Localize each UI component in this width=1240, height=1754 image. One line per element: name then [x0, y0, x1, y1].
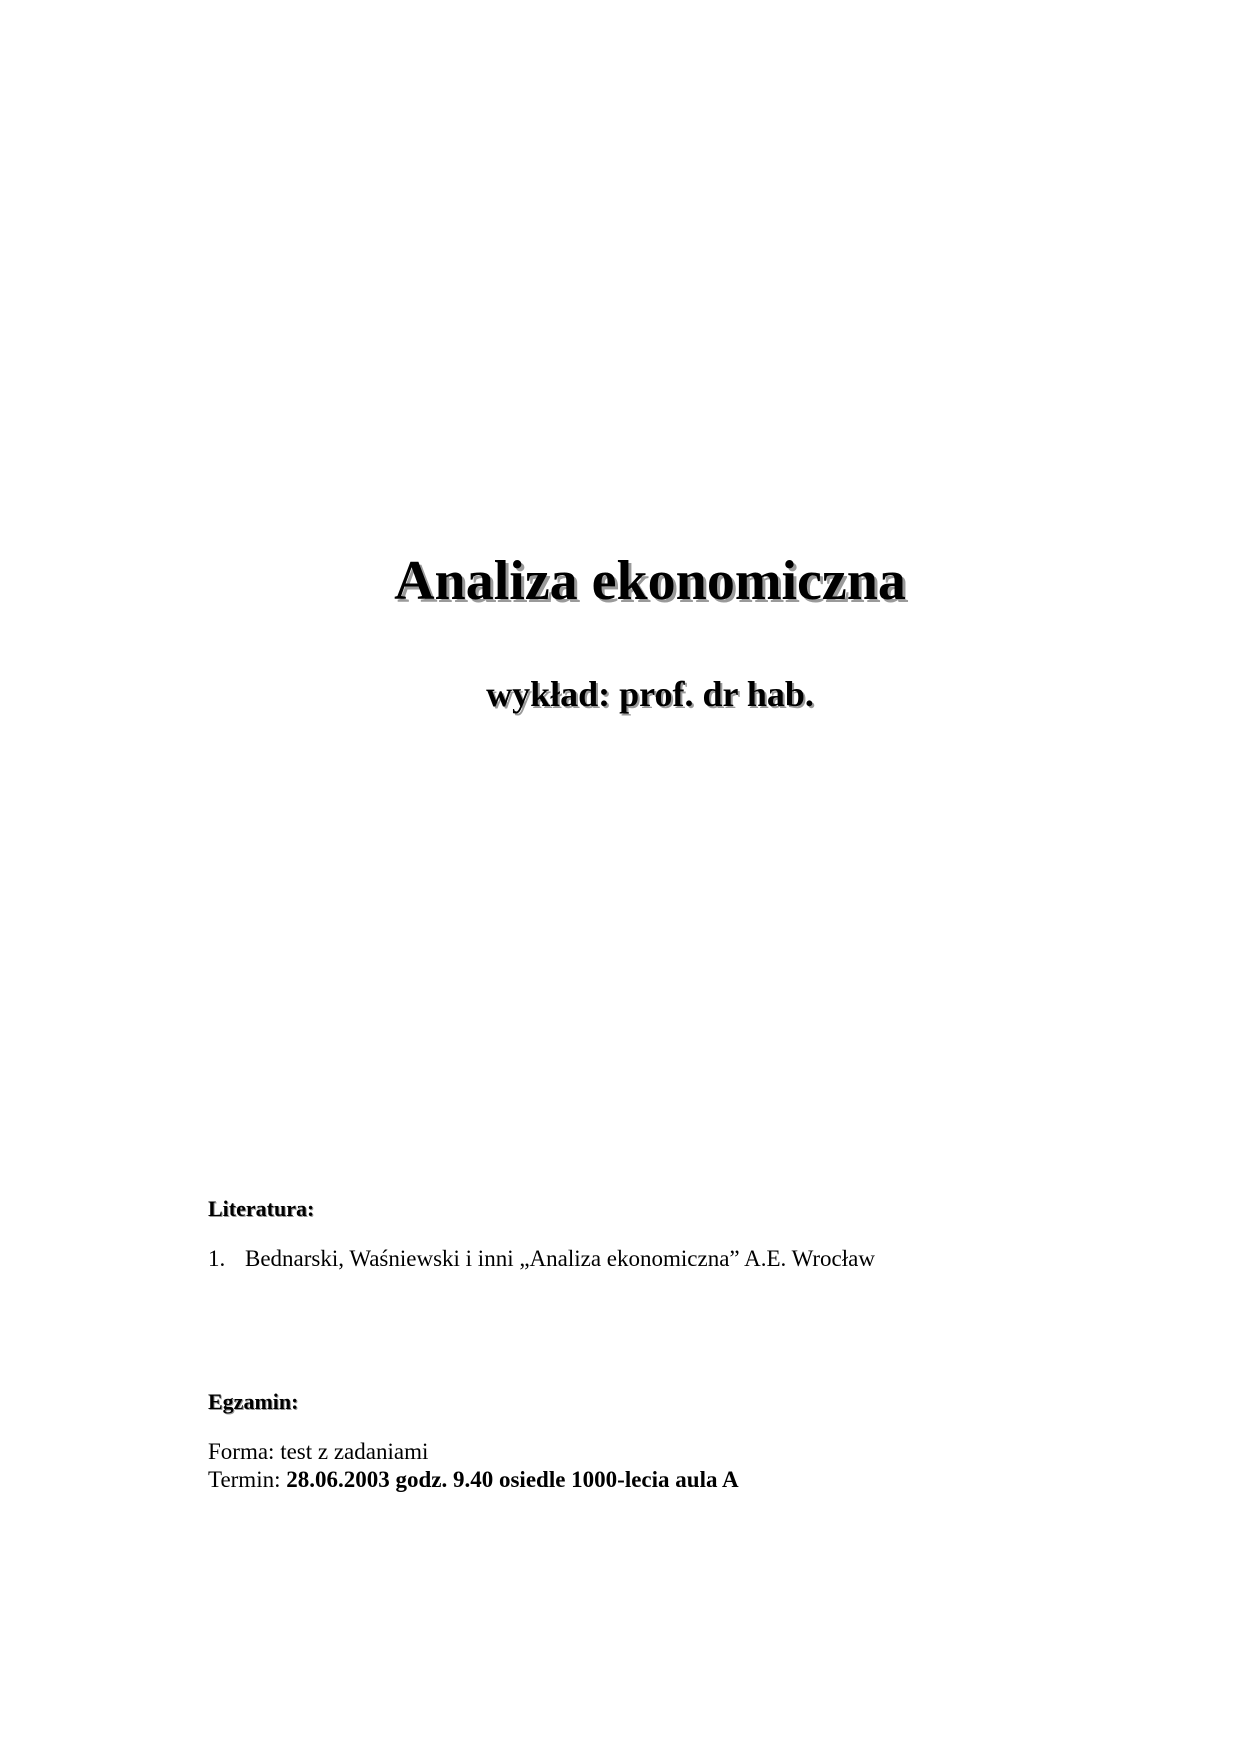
literature-heading: Literatura: — [208, 1196, 315, 1221]
exam-form-label: Forma: — [208, 1439, 275, 1464]
exam-term-line — [208, 1466, 739, 1494]
literature-item — [208, 1245, 875, 1273]
exam-form-value: test z zadaniami — [280, 1439, 429, 1464]
exam-term-value: 28.06.2003 godz. 9.40 osiedle 1000-lecia aula A — [286, 1467, 739, 1492]
document-title: Analiza ekonomiczna — [394, 550, 906, 612]
exam-term-label: Termin: — [208, 1467, 281, 1492]
exam-heading: Egzamin: — [208, 1389, 299, 1414]
lecture-subtitle: wykład: prof. dr hab. — [486, 674, 814, 714]
literature-item-number: 1. — [208, 1246, 226, 1271]
exam-form-line — [208, 1438, 428, 1466]
literature-list — [208, 1245, 875, 1273]
literature-item-text: Bednarski, Waśniewski i inni „Analiza ekonomiczna” A.E. Wrocław — [245, 1246, 875, 1271]
